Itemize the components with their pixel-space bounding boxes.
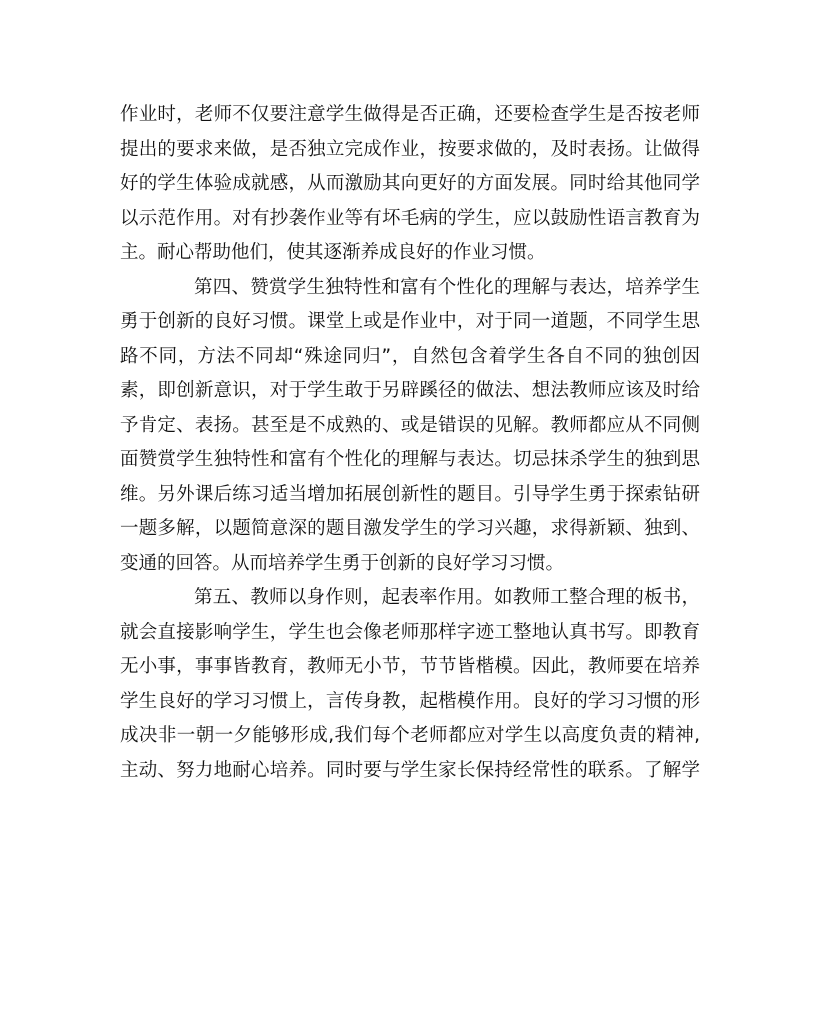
paragraph-2: [120, 271, 700, 582]
text-line: 路不同，方法不同却“殊途同归”，自然包含着学生各自不同的独创因: [120, 345, 700, 367]
text-line: 作业时，老师不仅要注意学生做得是否正确，还要检查学生是否按老师: [120, 104, 700, 125]
text-line: 无小事，事事皆教育，教师无小节，节节皆楷模。因此，教师要在培养: [120, 656, 700, 677]
text-line: 就会直接影响学生，学生也会像老师那样字迹工整地认真书写。即教育: [120, 621, 700, 643]
text-line: 第五、教师以身作则，起表率作用。如教师工整合理的板书，: [194, 587, 700, 608]
body-text: [120, 98, 700, 788]
paragraph-1: [120, 98, 700, 271]
text-line: 面赞赏学生独特性和富有个性化的理解与表达。切忌抹杀学生的独到思: [120, 449, 700, 470]
text-line: 好的学生体验成就感，从而激励其向更好的方面发展。同时给其他同学: [120, 173, 700, 194]
text-line: 一题多解，以题简意深的题目激发学生的学习兴趣，求得新颖、独到、: [120, 518, 700, 539]
text-line: 学生良好的学习习惯上，言传身教，起楷模作用。良好的学习习惯的形: [120, 690, 700, 712]
text-line: 变通的回答。从而培养学生勇于创新的良好学习习惯。: [120, 552, 565, 574]
text-line: 勇于创新的良好习惯。课堂上或是作业中，对于同一道题，不同学生思: [120, 311, 700, 332]
text-line: 素，即创新意识，对于学生敢于另辟蹊径的做法、想法教师应该及时给: [120, 380, 700, 401]
text-line: 第四、赞赏学生独特性和富有个性化的理解与表达，培养学生: [194, 276, 700, 298]
text-line: 成决非一朝一夕能够形成,我们每个老师都应对学生以高度负责的精神,: [120, 725, 700, 746]
paragraph-3: [120, 581, 700, 788]
text-line: 维。另外课后练习适当增加拓展创新性的题目。引导学生勇于探索钻研: [120, 483, 700, 505]
text-line: 予肯定、表扬。甚至是不成熟的、或是错误的见解。教师都应从不同侧: [120, 414, 700, 436]
text-line: 提出的要求来做，是否独立完成作业，按要求做的，及时表扬。让做得: [120, 138, 700, 160]
text-line: 主动、努力地耐心培养。同时要与学生家长保持经常性的联系。了解学: [120, 759, 700, 781]
text-line: 主。耐心帮助他们，使其逐渐养成良好的作业习惯。: [120, 242, 546, 263]
text-line: 以示范作用。对有抄袭作业等有坏毛病的学生，应以鼓励性语言教育为: [120, 207, 700, 229]
